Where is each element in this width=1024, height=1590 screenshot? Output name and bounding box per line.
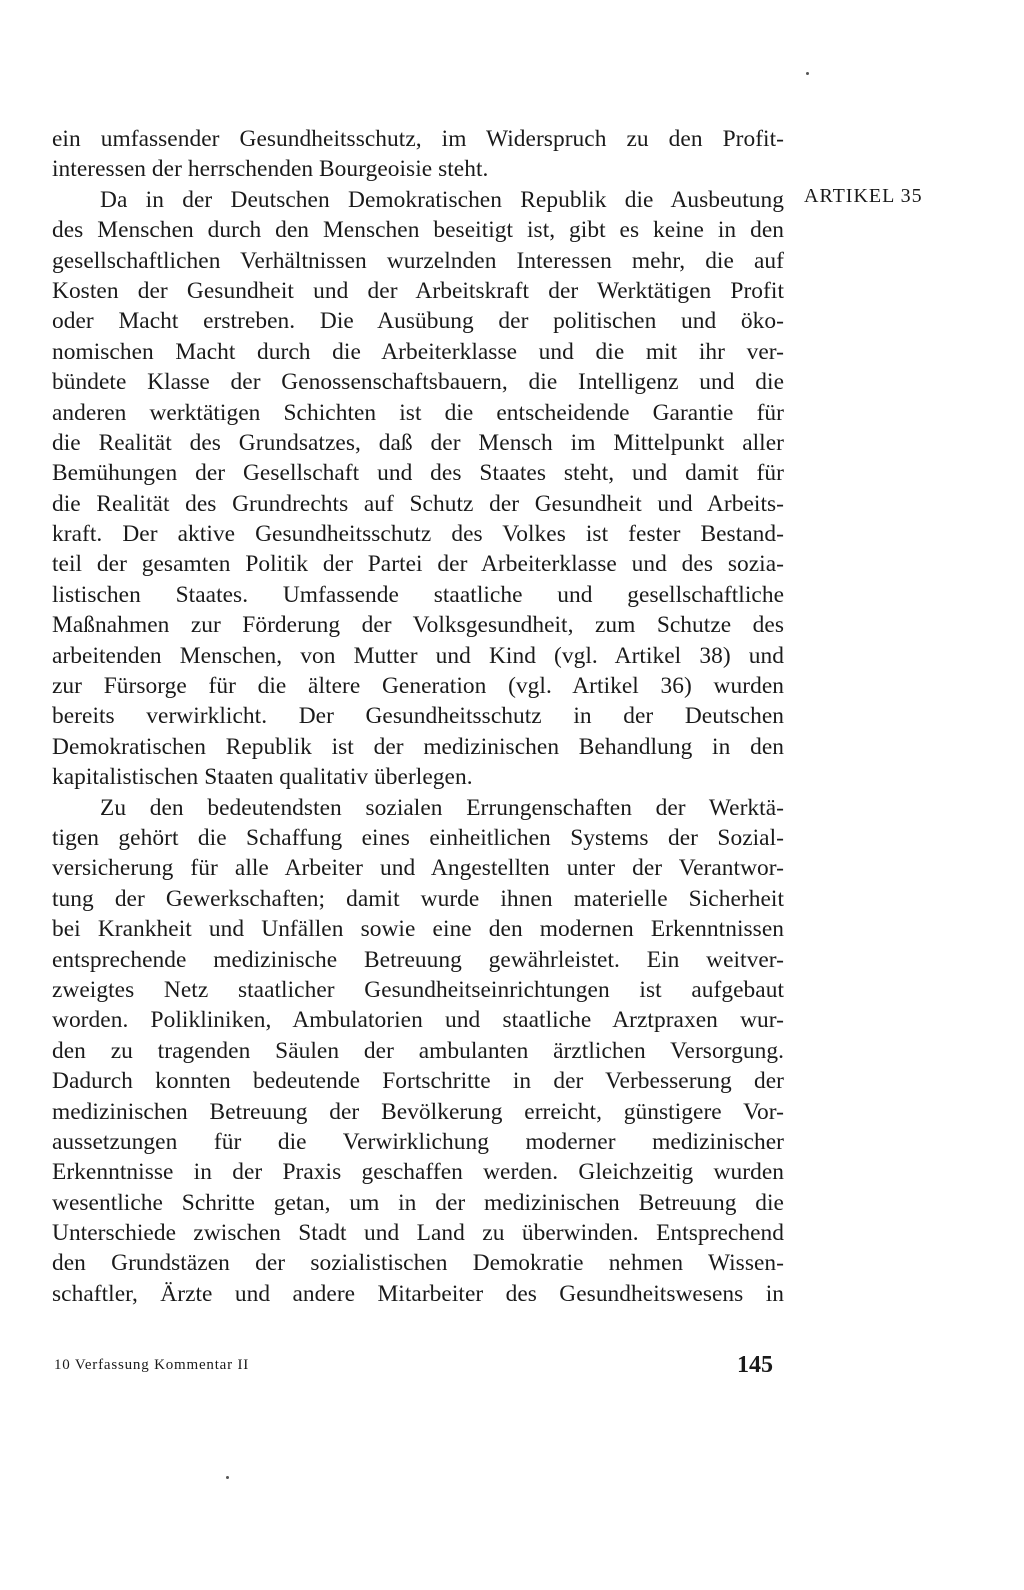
text-line: ein umfassender Gesundheitsschutz, im Widerspruch zu den Profit-	[52, 126, 784, 152]
text-line: nomischen Macht durch die Arbeiterklasse und die mit ihr ver-	[52, 338, 784, 365]
text-line: Kosten der Gesundheit und der Arbeitskraft der Werktätigen Profit	[52, 277, 784, 304]
text-line: wesentliche Schritte getan, um in der medizinischen Betreuung die	[52, 1189, 784, 1216]
text-line: aussetzungen für die Verwirklichung moderner medizinischer	[52, 1128, 784, 1155]
text-line: Dadurch konnten bedeutende Fortschritte in der Verbesserung der	[52, 1068, 784, 1095]
text-line: Maßnahmen zur Förderung der Volksgesundheit, zum Schutze des	[52, 612, 784, 639]
footer-signature: 10 Verfassung Kommentar II	[54, 1357, 250, 1373]
text-line: listischen Staates. Umfassende staatliche und gesellschaftliche	[52, 581, 784, 608]
text-line: Unterschiede zwischen Stadt und Land zu überwinden. Entsprechend	[52, 1220, 784, 1247]
text-line: Da in der Deutschen Demokratischen Republik die Ausbeutung	[100, 186, 784, 213]
text-line: bündete Klasse der Genossenschaftsbauern, die Intelligenz und die	[52, 369, 784, 396]
margin-note-article: ARTIKEL 35	[804, 185, 923, 207]
text-line: tung der Gewerkschaften; damit wurde ihnen materielle Sicherheit	[52, 885, 784, 912]
text-line: den Grundstäzen der sozialistischen Demokratie nehmen Wissen-	[52, 1250, 784, 1277]
text-line: interessen der herrschenden Bourgeoisie steht.	[52, 156, 489, 183]
body-text	[52, 124, 784, 1309]
text-line: Zu den bedeutendsten sozialen Errungenschaften der Werktä-	[100, 794, 784, 821]
text-line: gesellschaftlichen Verhältnissen wurzelnden Interessen mehr, die auf	[52, 247, 784, 274]
text-line: zur Fürsorge für die ältere Generation (vgl. Artikel 36) wurden	[52, 673, 784, 700]
text-line: arbeitenden Menschen, von Mutter und Kind (vgl. Artikel 38) und	[52, 642, 784, 669]
text-line: Bemühungen der Gesellschaft und des Staates steht, und damit für	[52, 460, 784, 487]
text-line: teil der gesamten Politik der Partei der Arbeiterklasse und des sozia-	[52, 551, 784, 578]
text-line: worden. Polikliniken, Ambulatorien und staatliche Arztpraxen wur-	[52, 1007, 784, 1034]
text-line: bei Krankheit und Unfällen sowie eine den modernen Erkenntnissen	[52, 916, 784, 943]
text-line: versicherung für alle Arbeiter und Angestellten unter der Verantwor-	[52, 855, 784, 882]
scan-speck	[806, 72, 809, 75]
scan-speck	[226, 1476, 229, 1479]
text-line: medizinischen Betreuung der Bevölkerung erreicht, günstigere Vor-	[52, 1098, 784, 1125]
text-line: die Realität des Grundrechts auf Schutz der Gesundheit und Arbeits-	[52, 490, 784, 517]
text-line: Demokratischen Republik ist der medizinischen Behandlung in den	[52, 733, 784, 760]
text-line: schaftler, Ärzte und andere Mitarbeiter des Gesundheitswesens in	[52, 1280, 784, 1307]
text-line: Erkenntnisse in der Praxis geschaffen werden. Gleichzeitig wurden	[52, 1159, 784, 1186]
text-line: oder Macht erstreben. Die Ausübung der politischen und öko-	[52, 308, 784, 335]
text-line: bereits verwirklicht. Der Gesundheitsschutz in der Deutschen	[52, 703, 784, 730]
text-line: die Realität des Grundsatzes, daß der Mensch im Mittelpunkt aller	[52, 429, 784, 456]
page-number: 145	[737, 1352, 773, 1378]
text-line: den zu tragenden Säulen der ambulanten ärztlichen Versorgung.	[52, 1037, 784, 1064]
text-line: tigen gehört die Schaffung eines einheitlichen Systems der Sozial-	[52, 824, 784, 851]
text-line: kraft. Der aktive Gesundheitsschutz des Volkes ist fester Bestand-	[52, 521, 784, 548]
text-line: zweigtes Netz staatlicher Gesundheitseinrichtungen ist aufgebaut	[52, 976, 784, 1003]
text-line: anderen werktätigen Schichten ist die entscheidende Garantie für	[52, 399, 784, 426]
text-line: entsprechende medizinische Betreuung gewährleistet. Ein weitver-	[52, 946, 784, 973]
text-line: des Menschen durch den Menschen beseitigt ist, gibt es keine in den	[52, 217, 784, 244]
text-line: kapitalistischen Staaten qualitativ überlegen.	[52, 764, 473, 791]
